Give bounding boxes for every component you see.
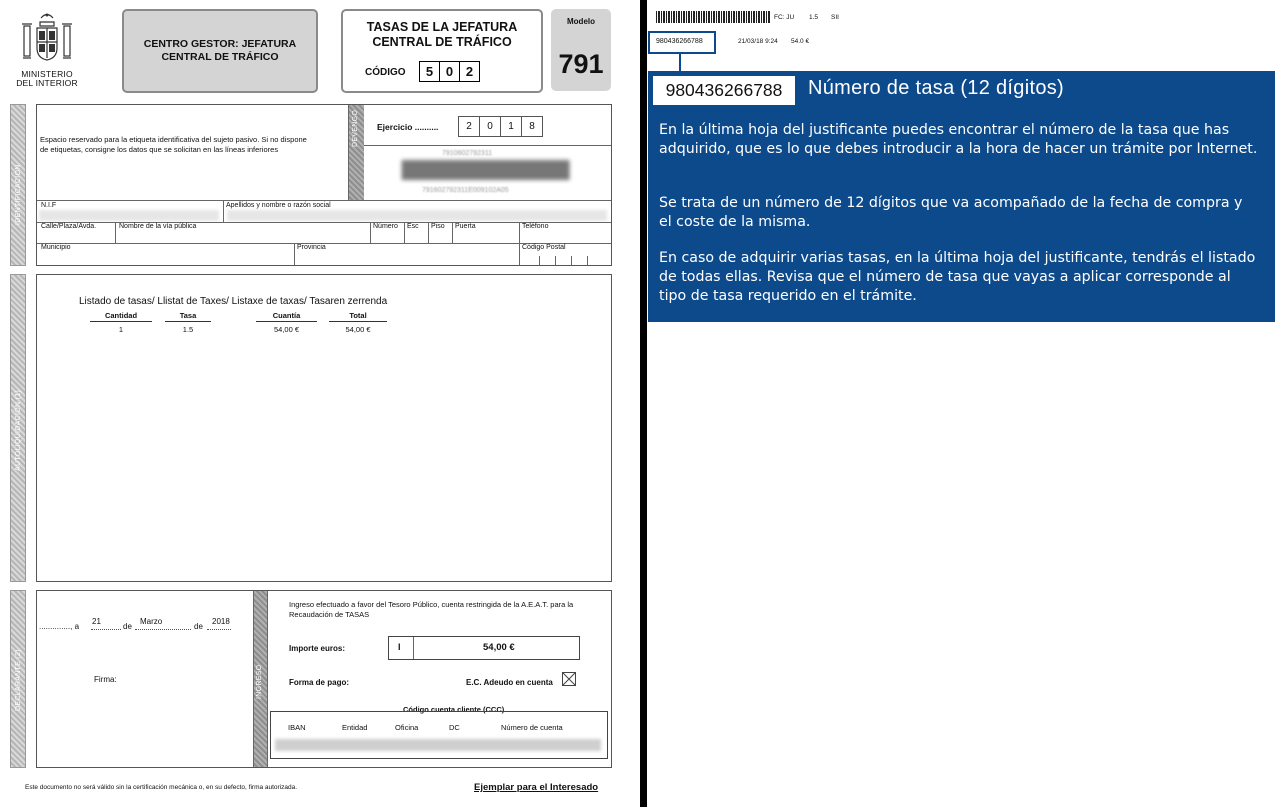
listado-header-tasa: Tasa xyxy=(165,311,211,322)
autoliquidacion-label: AUTOLIQUIDACIÓN (1) xyxy=(15,389,22,471)
tasas-title-box xyxy=(341,9,543,93)
ejercicio-label: Ejercicio .......... xyxy=(377,122,439,132)
fecha-de-2: de xyxy=(194,622,203,631)
info-panel xyxy=(648,71,1275,322)
ingreso-label: INGRESO xyxy=(256,664,263,699)
receipt-fc: FC: JU xyxy=(774,14,795,21)
ejercicio-digit: 0 xyxy=(480,117,501,136)
identificacion-sidebar xyxy=(10,104,26,266)
tasa-number: 980436266788 xyxy=(665,80,783,100)
fecha-dots xyxy=(135,629,191,630)
codigo-digit: 2 xyxy=(465,64,474,79)
nif-value xyxy=(39,210,219,221)
numero-label: Número xyxy=(373,223,398,230)
identificacion-box xyxy=(36,104,612,266)
receipt-flag: SII xyxy=(831,14,839,21)
receipt-number: 980436266788 xyxy=(656,38,703,45)
identificacion-label: IDENTIFICACIÓN xyxy=(15,164,22,225)
forma-pago-value: E.C. Adeudo en cuenta xyxy=(466,678,553,687)
declarante-label: DECLARANTE (2) xyxy=(15,649,22,711)
puerta-label: Puerta xyxy=(455,223,476,230)
ccc-header-numero: Número de cuenta xyxy=(501,723,563,732)
centro-gestor-label: CENTRO GESTOR: JEFATURA CENTRAL DE TRÁFICO xyxy=(143,38,297,63)
ingreso-text: Ingreso efectuado a favor del Tesoro Público, cuenta restringida de la A.E.A.T. para la Recaudación de TASAS xyxy=(289,600,574,619)
tasas-title: TASAS DE LA JEFATURA CENTRAL DE TRÁFICO xyxy=(366,20,518,49)
importe-label: Importe euros: xyxy=(289,644,346,653)
footer-note: Este documento no será válido sin la certificación mecánica o, en su defecto, firma autorizada. xyxy=(25,784,298,791)
devengo-strip xyxy=(348,105,364,200)
importe-prefix: I xyxy=(398,642,401,652)
listado-cell: 1 xyxy=(118,325,124,334)
ejemplar-label: Ejemplar para el Interesado xyxy=(474,782,599,793)
ccc-title: Código cuenta cliente (CCC) xyxy=(403,705,505,714)
ejercicio-digits xyxy=(458,116,543,137)
fecha-de-1: de xyxy=(123,622,132,631)
ejercicio-digit: 1 xyxy=(501,117,522,136)
fecha-a: .............., a xyxy=(39,622,80,631)
via-label: Nombre de la vía pública xyxy=(119,223,197,230)
importe-field xyxy=(388,636,580,660)
fecha-mes: Marzo xyxy=(140,617,163,626)
forma-pago-label: Forma de pago: xyxy=(289,678,350,687)
firma-label: Firma: xyxy=(94,675,117,684)
telefono-label: Teléfono xyxy=(522,223,549,230)
codigo-label: CÓDIGO xyxy=(365,67,406,78)
connector-line xyxy=(679,52,681,71)
codigo-digits xyxy=(419,61,480,82)
receipt-barcode-icon xyxy=(656,11,771,23)
ingreso-strip xyxy=(253,591,267,767)
fecha-dia: 21 xyxy=(92,617,101,626)
listado-cell: 1.5 xyxy=(182,325,194,334)
receipt-tasa: 1.5 xyxy=(809,14,819,21)
ministry-name: MINISTERIO DEL INTERIOR xyxy=(16,69,78,88)
centro-gestor-box xyxy=(122,9,318,93)
ejercicio-digit: 8 xyxy=(529,121,535,132)
codigo-digit: 5 xyxy=(420,62,440,81)
receipt-number-box xyxy=(648,31,716,54)
listado-title: Listado de tasas/ Llistat de Taxes/ Listaxe de taxas/ Tasaren zerrenda xyxy=(79,296,388,307)
codigo-digit: 0 xyxy=(440,62,460,81)
listado-cell: 54,00 € xyxy=(345,325,371,334)
declarante-box xyxy=(36,590,612,768)
declarante-sidebar xyxy=(10,590,26,768)
apellidos-value xyxy=(227,210,607,221)
barcode-icon xyxy=(402,160,570,180)
piso-label: Piso xyxy=(431,223,445,230)
ccc-header-oficina: Oficina xyxy=(395,723,419,732)
info-paragraph-2: Se trata de un número de 12 dígitos que va acompañado de la fecha de compra y el coste de la misma. xyxy=(659,195,1243,230)
ccc-header-iban: IBAN xyxy=(288,723,306,732)
info-paragraph-1: En la última hoja del justificante puedes encontrar el número de la tasa que has adquirido, que es lo que debes introducir a la hora de hacer un trámite por Internet. xyxy=(659,122,1258,157)
page-divider xyxy=(640,0,647,807)
etiqueta-text: Espacio reservado para la etiqueta identificativa del sujeto pasivo. Si no dispone de etiquetas, consigne los datos que se solicitan en las líneas inferiores xyxy=(40,135,307,154)
nif-label: N.I.F xyxy=(41,202,57,209)
info-title: Número de tasa (12 dígitos) xyxy=(808,77,1065,99)
importe-value: 54,00 € xyxy=(483,642,515,653)
autoliquidacion-sidebar xyxy=(10,274,26,582)
fecha-dots xyxy=(91,629,121,630)
fecha-dots xyxy=(207,629,231,630)
devengo-label: DEVENGO xyxy=(352,109,359,147)
coat-of-arms-icon xyxy=(18,10,76,68)
ccc-value xyxy=(275,739,601,751)
listado-header-cuantia: Cuantía xyxy=(256,311,317,322)
receipt-datetime: 21/03/18 9:24 xyxy=(738,38,778,45)
provincia-label: Provincia xyxy=(297,244,326,251)
ccc-header-entidad: Entidad xyxy=(342,723,368,732)
cp-label: Código Postal xyxy=(522,244,566,251)
info-paragraph-3: En caso de adquirir varias tasas, en la última hoja del justificante, tendrás el listado de todas ellas. Revisa que el número de tasa que vayas a aplicar corresponde al tipo de tasa requerido en el trámite. xyxy=(659,250,1256,304)
esc-label: Esc xyxy=(407,223,419,230)
barcode-top-text: 7910602792311 xyxy=(442,150,493,157)
tasa-number-box xyxy=(652,75,796,106)
modelo-number: 791 xyxy=(558,49,604,79)
municipio-label: Municipio xyxy=(41,244,71,251)
modelo-box xyxy=(551,9,611,91)
autoliquidacion-box xyxy=(36,274,612,582)
listado-cell: 54,00 € xyxy=(273,325,300,334)
receipt-amount: 54.0 € xyxy=(791,38,810,45)
ccc-box xyxy=(270,711,608,759)
barcode-bottom-text: 791602792311E009102A05 xyxy=(422,187,509,194)
fecha-anio: 2018 xyxy=(212,617,230,626)
checkbox-crossed-icon xyxy=(562,672,576,686)
modelo-label: Modelo xyxy=(567,17,595,26)
listado-header-total: Total xyxy=(329,311,387,322)
ejercicio-digit: 2 xyxy=(459,117,480,136)
listado-header-cantidad: Cantidad xyxy=(90,311,152,322)
apellidos-label: Apellidos y nombre o razón social xyxy=(226,202,331,209)
calle-label: Calle/Plaza/Avda. xyxy=(41,223,97,230)
ccc-header-dc: DC xyxy=(449,723,460,732)
receipt-panel xyxy=(647,0,1280,807)
